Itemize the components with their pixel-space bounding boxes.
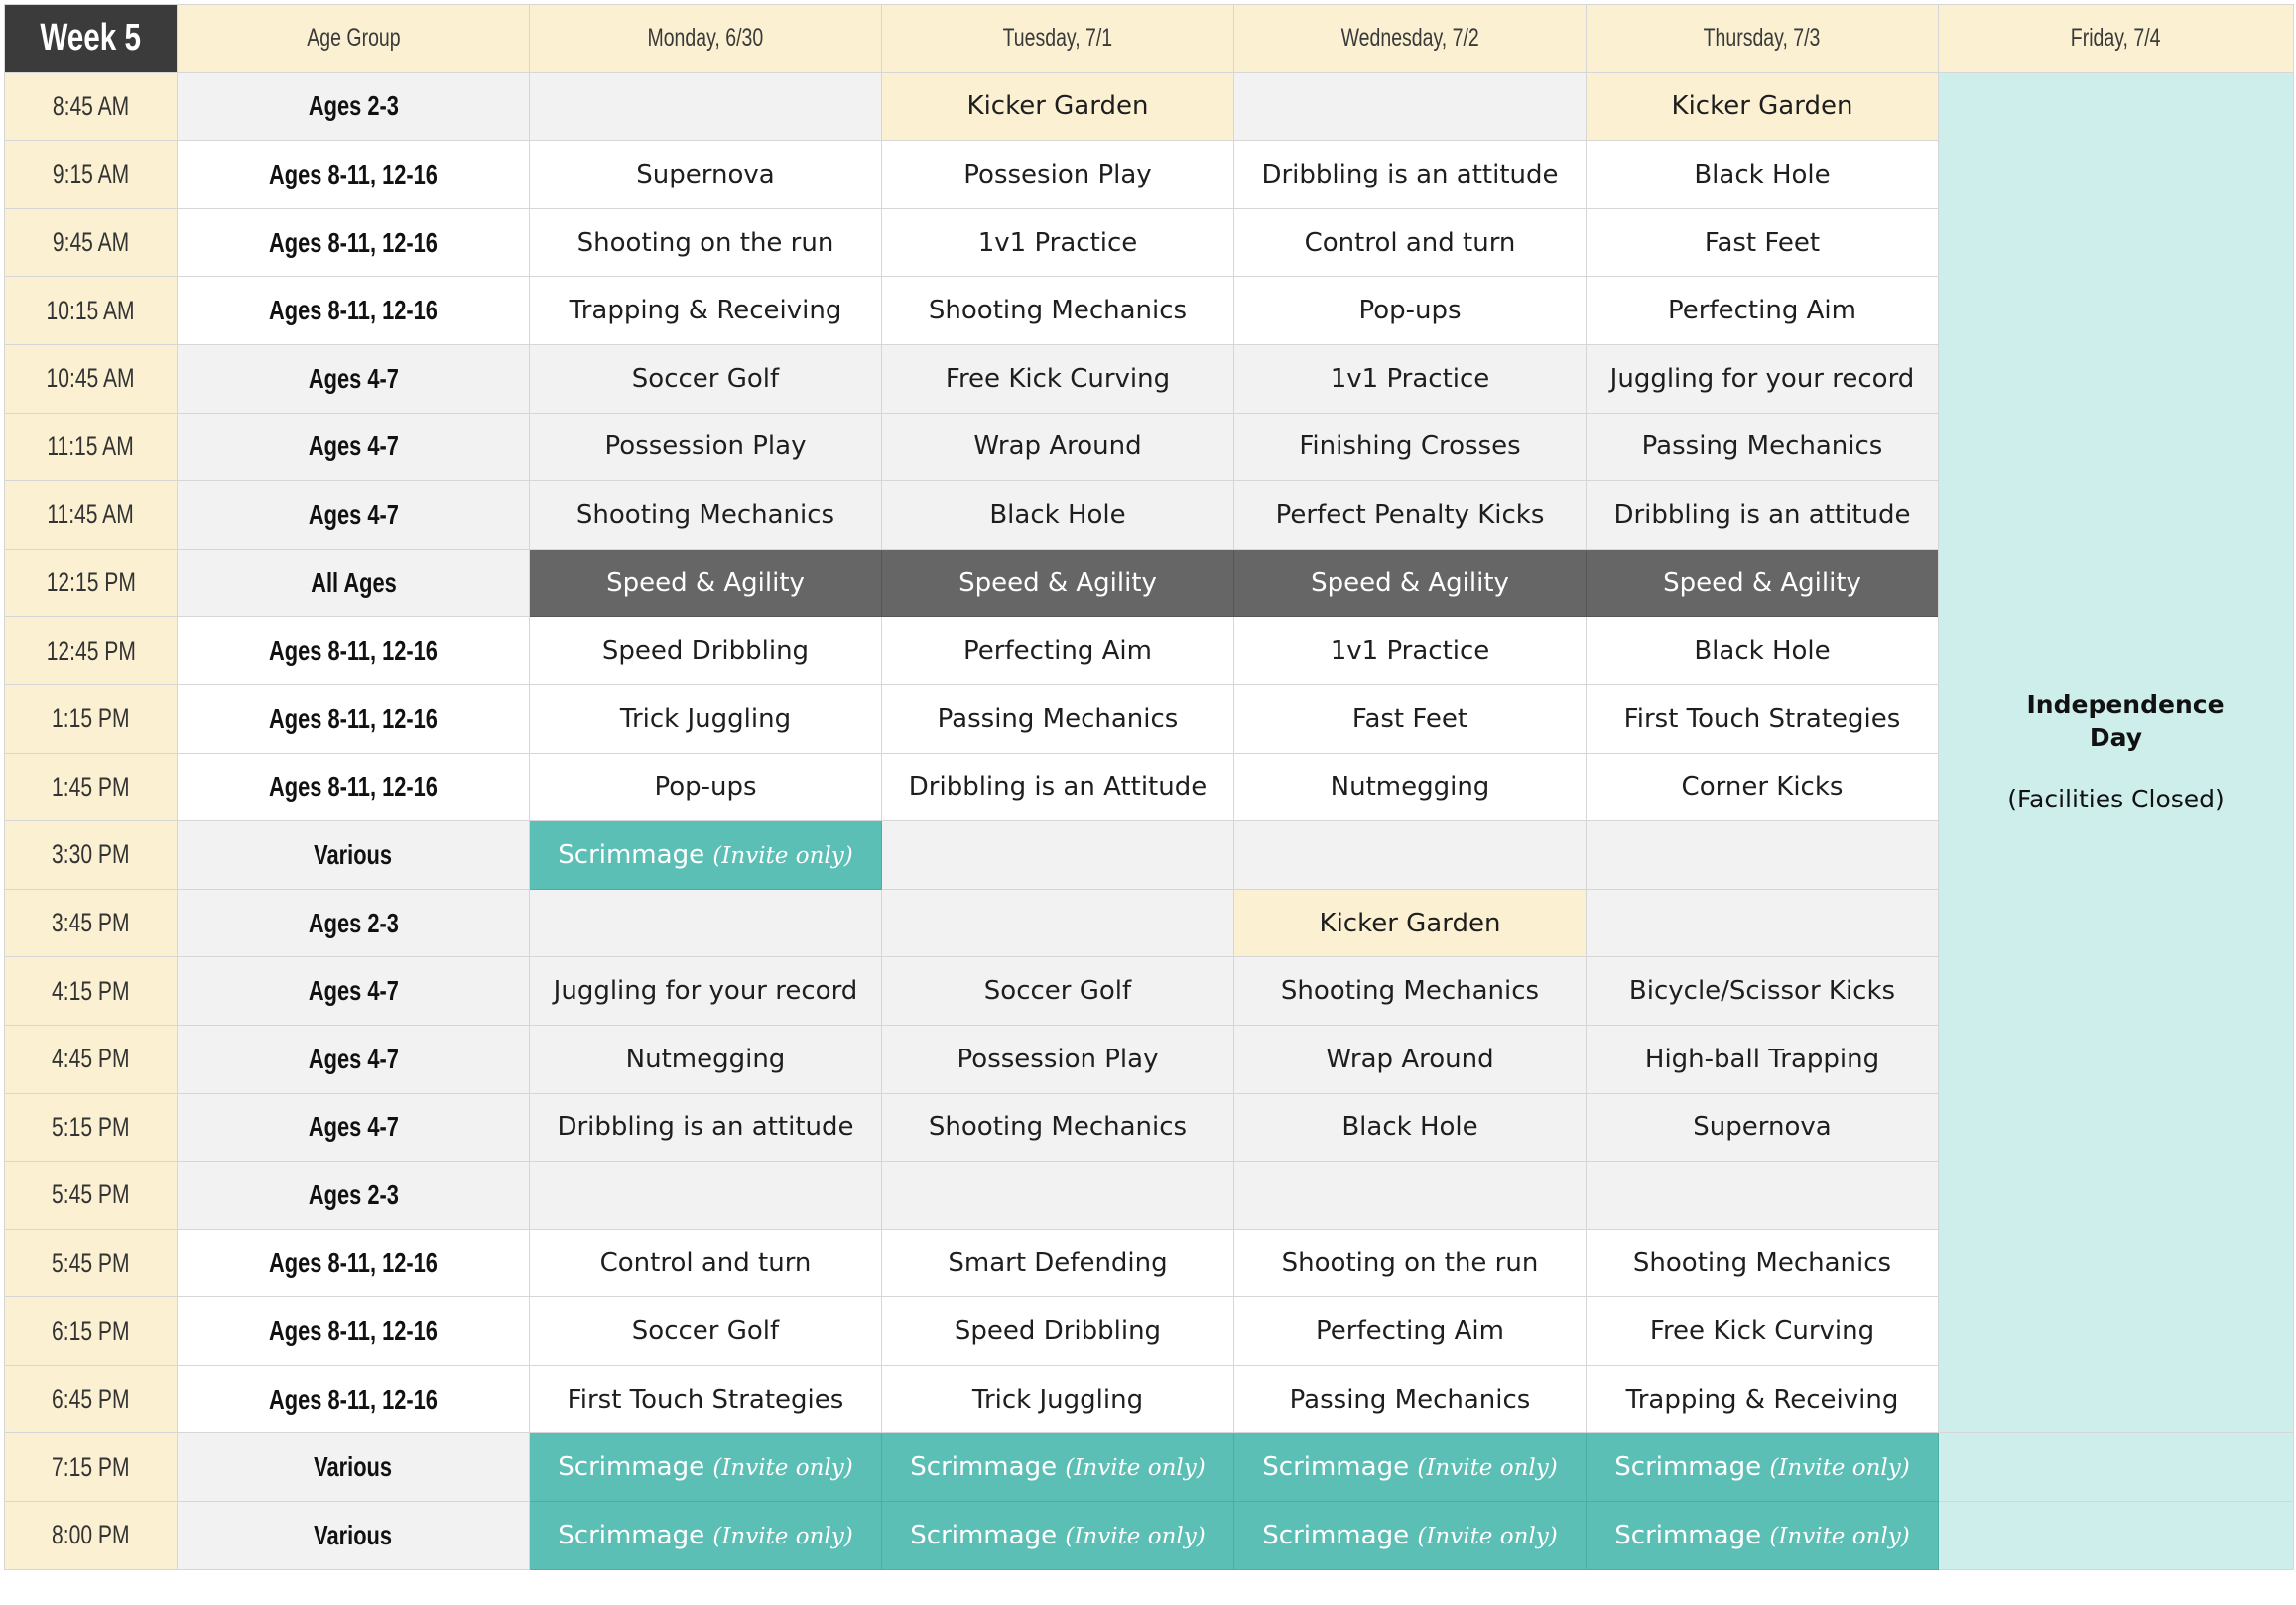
day-header-wednesday: Wednesday, 7/2 (1234, 5, 1587, 73)
activity-cell-monday (530, 1433, 882, 1502)
scrimmage-label: Scrimmage (558, 1520, 705, 1550)
activity-cell-tuesday: 1v1 Practice (882, 208, 1234, 277)
activity-cell-thursday (1587, 1502, 1939, 1570)
activity-cell-monday: Shooting Mechanics (530, 481, 882, 550)
activity-cell-wednesday (1234, 1162, 1587, 1230)
activity-cell-wednesday: Finishing Crosses (1234, 413, 1587, 481)
activity-cell-thursday: Supernova (1587, 1093, 1939, 1162)
activity-cell-tuesday (882, 821, 1234, 890)
time-slot: 9:45 AM (5, 208, 178, 277)
activity-cell-wednesday: Wrap Around (1234, 1025, 1587, 1093)
time-slot: 10:45 AM (5, 344, 178, 413)
time-slot: 9:15 AM (5, 141, 178, 209)
activity-cell-tuesday: Trick Juggling (882, 1365, 1234, 1433)
activity-cell-thursday: Speed & Agility (1587, 549, 1939, 617)
time-slot: 5:15 PM (5, 1093, 178, 1162)
age-group: Ages 4-7 (178, 1093, 530, 1162)
activity-cell-thursday: Bicycle/Scissor Kicks (1587, 957, 1939, 1026)
age-group: Ages 8-11, 12-16 (178, 684, 530, 753)
age-group: Ages 8-11, 12-16 (178, 617, 530, 685)
scrimmage-note: (Invite only) (1769, 1523, 1910, 1549)
activity-cell-thursday: Fast Feet (1587, 208, 1939, 277)
scrimmage-label: Scrimmage (1614, 1452, 1762, 1483)
scrimmage-label: Scrimmage (558, 839, 705, 870)
activity-cell-wednesday: Kicker Garden (1234, 889, 1587, 957)
time-slot: 6:15 PM (5, 1297, 178, 1366)
activity-cell-thursday: Shooting Mechanics (1587, 1229, 1939, 1297)
activity-cell-thursday: Passing Mechanics (1587, 413, 1939, 481)
activity-cell-tuesday (882, 889, 1234, 957)
day-header-monday: Monday, 6/30 (530, 5, 882, 73)
activity-cell-tuesday: Perfecting Aim (882, 617, 1234, 685)
activity-cell-wednesday: Pop-ups (1234, 277, 1587, 345)
activity-cell-wednesday (1234, 72, 1587, 141)
time-slot: 7:15 PM (5, 1433, 178, 1502)
age-group: Ages 8-11, 12-16 (178, 1365, 530, 1433)
activity-cell-monday: Pop-ups (530, 753, 882, 821)
age-group: Ages 2-3 (178, 1162, 530, 1230)
age-group: Ages 8-11, 12-16 (178, 1229, 530, 1297)
time-slot: 8:00 PM (5, 1502, 178, 1570)
activity-cell-tuesday: Speed & Agility (882, 549, 1234, 617)
activity-cell-tuesday: Smart Defending (882, 1229, 1234, 1297)
age-group: Ages 8-11, 12-16 (178, 141, 530, 209)
activity-cell-wednesday: Passing Mechanics (1234, 1365, 1587, 1433)
activity-cell-monday (530, 1162, 882, 1230)
activity-cell-thursday: High-ball Trapping (1587, 1025, 1939, 1093)
header-row (5, 5, 2294, 73)
activity-cell-thursday (1587, 1433, 1939, 1502)
holiday-subtitle: (Facilities Closed) (2007, 785, 2225, 814)
time-slot: 4:45 PM (5, 1025, 178, 1093)
activity-cell-monday: Control and turn (530, 1229, 882, 1297)
activity-cell-tuesday: Dribbling is an Attitude (882, 753, 1234, 821)
age-group: Various (178, 1433, 530, 1502)
activity-cell-monday: Dribbling is an attitude (530, 1093, 882, 1162)
activity-cell-tuesday: Soccer Golf (882, 957, 1234, 1026)
activity-cell-monday: Soccer Golf (530, 1297, 882, 1366)
activity-cell-thursday: Perfecting Aim (1587, 277, 1939, 345)
activity-cell-wednesday: 1v1 Practice (1234, 344, 1587, 413)
friday-closed-cell (1939, 72, 2294, 1433)
scrimmage-note: (Invite only) (712, 1523, 853, 1549)
activity-cell-wednesday: 1v1 Practice (1234, 617, 1587, 685)
time-slot: 3:30 PM (5, 821, 178, 890)
time-slot: 11:45 AM (5, 481, 178, 550)
activity-cell-friday (1939, 1433, 2294, 1502)
day-header-thursday: Thursday, 7/3 (1587, 5, 1939, 73)
age-group: Ages 8-11, 12-16 (178, 753, 530, 821)
activity-cell-tuesday: Possession Play (882, 1025, 1234, 1093)
activity-cell-tuesday: Shooting Mechanics (882, 277, 1234, 345)
activity-cell-wednesday: Fast Feet (1234, 684, 1587, 753)
scrimmage-note: (Invite only) (1065, 1523, 1206, 1549)
activity-cell-tuesday: Speed Dribbling (882, 1297, 1234, 1366)
activity-cell-monday: Possession Play (530, 413, 882, 481)
age-group: Ages 4-7 (178, 413, 530, 481)
activity-cell-monday: Shooting on the run (530, 208, 882, 277)
age-group: Ages 2-3 (178, 72, 530, 141)
schedule-row (5, 1502, 2294, 1570)
time-slot: 10:15 AM (5, 277, 178, 345)
activity-cell-monday: Trick Juggling (530, 684, 882, 753)
day-header-friday: Friday, 7/4 (1939, 5, 2294, 73)
activity-cell-wednesday (1234, 1502, 1587, 1570)
activity-cell-tuesday: Possesion Play (882, 141, 1234, 209)
activity-cell-friday (1939, 1502, 2294, 1570)
activity-cell-thursday: Kicker Garden (1587, 72, 1939, 141)
activity-cell-thursday: Free Kick Curving (1587, 1297, 1939, 1366)
age-group: Various (178, 821, 530, 890)
activity-cell-tuesday: Passing Mechanics (882, 684, 1234, 753)
activity-cell-wednesday: Shooting on the run (1234, 1229, 1587, 1297)
activity-cell-monday: Soccer Golf (530, 344, 882, 413)
holiday-title: Independence Day (2026, 690, 2225, 752)
activity-cell-monday (530, 821, 882, 890)
activity-cell-monday: Speed Dribbling (530, 617, 882, 685)
activity-cell-tuesday: Shooting Mechanics (882, 1093, 1234, 1162)
activity-cell-monday: Nutmegging (530, 1025, 882, 1093)
age-group: Ages 8-11, 12-16 (178, 1297, 530, 1366)
activity-cell-wednesday: Dribbling is an attitude (1234, 141, 1587, 209)
age-group: Ages 4-7 (178, 1025, 530, 1093)
activity-cell-wednesday: Black Hole (1234, 1093, 1587, 1162)
activity-cell-wednesday: Perfecting Aim (1234, 1297, 1587, 1366)
activity-cell-thursday: First Touch Strategies (1587, 684, 1939, 753)
activity-cell-thursday (1587, 889, 1939, 957)
activity-cell-tuesday: Black Hole (882, 481, 1234, 550)
activity-cell-monday: Trapping & Receiving (530, 277, 882, 345)
activity-cell-tuesday (882, 1162, 1234, 1230)
age-group: Ages 8-11, 12-16 (178, 208, 530, 277)
scrimmage-label: Scrimmage (910, 1520, 1058, 1550)
activity-cell-wednesday (1234, 1433, 1587, 1502)
activity-cell-thursday (1587, 1162, 1939, 1230)
activity-cell-tuesday: Wrap Around (882, 413, 1234, 481)
age-group: Ages 4-7 (178, 344, 530, 413)
time-slot: 12:45 PM (5, 617, 178, 685)
activity-cell-monday: Juggling for your record (530, 957, 882, 1026)
activity-cell-tuesday: Kicker Garden (882, 72, 1234, 141)
activity-cell-tuesday (882, 1502, 1234, 1570)
time-slot: 5:45 PM (5, 1162, 178, 1230)
activity-cell-monday (530, 1502, 882, 1570)
age-group: Ages 2-3 (178, 889, 530, 957)
age-group: Ages 4-7 (178, 481, 530, 550)
activity-cell-monday: First Touch Strategies (530, 1365, 882, 1433)
activity-cell-wednesday: Control and turn (1234, 208, 1587, 277)
week-schedule-table (4, 4, 2294, 1570)
time-slot: 11:15 AM (5, 413, 178, 481)
schedule-body (5, 72, 2294, 1569)
week-label: Week 5 (5, 5, 178, 73)
activity-cell-thursday: Black Hole (1587, 141, 1939, 209)
scrimmage-label: Scrimmage (910, 1452, 1058, 1483)
activity-cell-wednesday: Speed & Agility (1234, 549, 1587, 617)
age-group: Ages 8-11, 12-16 (178, 277, 530, 345)
activity-cell-tuesday (882, 1433, 1234, 1502)
scrimmage-label: Scrimmage (1262, 1520, 1410, 1550)
time-slot: 3:45 PM (5, 889, 178, 957)
scrimmage-note: (Invite only) (1065, 1455, 1206, 1482)
schedule-row (5, 1433, 2294, 1502)
scrimmage-label: Scrimmage (1262, 1452, 1410, 1483)
time-slot: 5:45 PM (5, 1229, 178, 1297)
time-slot: 8:45 AM (5, 72, 178, 141)
day-header-tuesday: Tuesday, 7/1 (882, 5, 1234, 73)
scrimmage-label: Scrimmage (558, 1452, 705, 1483)
activity-cell-wednesday: Shooting Mechanics (1234, 957, 1587, 1026)
scrimmage-note: (Invite only) (712, 842, 853, 869)
activity-cell-thursday (1587, 821, 1939, 890)
time-slot: 4:15 PM (5, 957, 178, 1026)
time-slot: 1:45 PM (5, 753, 178, 821)
time-slot: 1:15 PM (5, 684, 178, 753)
age-group: Ages 4-7 (178, 957, 530, 1026)
activity-cell-tuesday: Free Kick Curving (882, 344, 1234, 413)
activity-cell-thursday: Trapping & Receiving (1587, 1365, 1939, 1433)
time-slot: 12:15 PM (5, 549, 178, 617)
activity-cell-monday: Supernova (530, 141, 882, 209)
activity-cell-monday: Speed & Agility (530, 549, 882, 617)
scrimmage-note: (Invite only) (712, 1455, 853, 1482)
schedule-row (5, 72, 2294, 141)
activity-cell-wednesday (1234, 821, 1587, 890)
scrimmage-label: Scrimmage (1614, 1520, 1762, 1550)
activity-cell-thursday: Black Hole (1587, 617, 1939, 685)
age-group: All Ages (178, 549, 530, 617)
age-group: Various (178, 1502, 530, 1570)
activity-cell-wednesday: Nutmegging (1234, 753, 1587, 821)
scrimmage-note: (Invite only) (1417, 1455, 1558, 1482)
activity-cell-thursday: Corner Kicks (1587, 753, 1939, 821)
activity-cell-wednesday: Perfect Penalty Kicks (1234, 481, 1587, 550)
activity-cell-thursday: Dribbling is an attitude (1587, 481, 1939, 550)
scrimmage-note: (Invite only) (1417, 1523, 1558, 1549)
activity-cell-monday (530, 889, 882, 957)
age-group-header: Age Group (178, 5, 530, 73)
activity-cell-thursday: Juggling for your record (1587, 344, 1939, 413)
time-slot: 6:45 PM (5, 1365, 178, 1433)
activity-cell-monday (530, 72, 882, 141)
scrimmage-note: (Invite only) (1769, 1455, 1910, 1482)
